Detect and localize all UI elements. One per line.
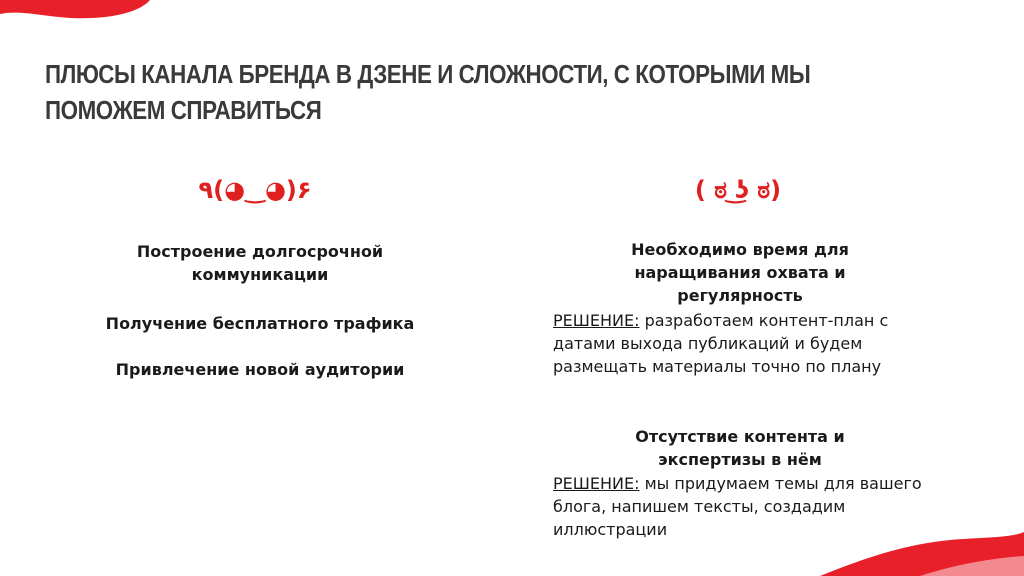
pro-item: Привлечение новой аудитории bbox=[115, 360, 405, 379]
challenge-solution bbox=[553, 309, 933, 378]
solution-text: мы придумаем темы для вашего блога, напишем тексты, создадим иллюстрации bbox=[553, 474, 922, 539]
skeptical-emoticon: ( ಠ ͜ʖ ಠ) bbox=[694, 176, 782, 204]
solution-label: РЕШЕНИЕ: bbox=[553, 474, 640, 493]
pro-item: Построение долгосрочной коммуникации bbox=[136, 242, 384, 284]
challenge-heading: Отсутствие контента и экспертизы в нём bbox=[635, 427, 845, 469]
challenge-heading: Необходимо время для наращивания охвата и регулярность bbox=[631, 240, 849, 305]
solution-text: разработаем контент-план с датами выхода публикаций и будем размещать материалы точно по плану bbox=[553, 311, 889, 376]
top-left-wave bbox=[0, 0, 150, 18]
challenge-solution bbox=[553, 472, 943, 541]
page-title: ПЛЮСЫ КАНАЛА БРЕНДА В ДЗЕНЕ И СЛОЖНОСТИ, С КОТОРЫМИ МЫ ПОМОЖЕМ СПРАВИТЬСЯ bbox=[45, 59, 811, 125]
solution-label: РЕШЕНИЕ: bbox=[553, 311, 640, 330]
happy-emoticon: ٩(◕‿◕)۶ bbox=[198, 176, 312, 204]
pro-item: Получение бесплатного трафика bbox=[105, 314, 415, 333]
